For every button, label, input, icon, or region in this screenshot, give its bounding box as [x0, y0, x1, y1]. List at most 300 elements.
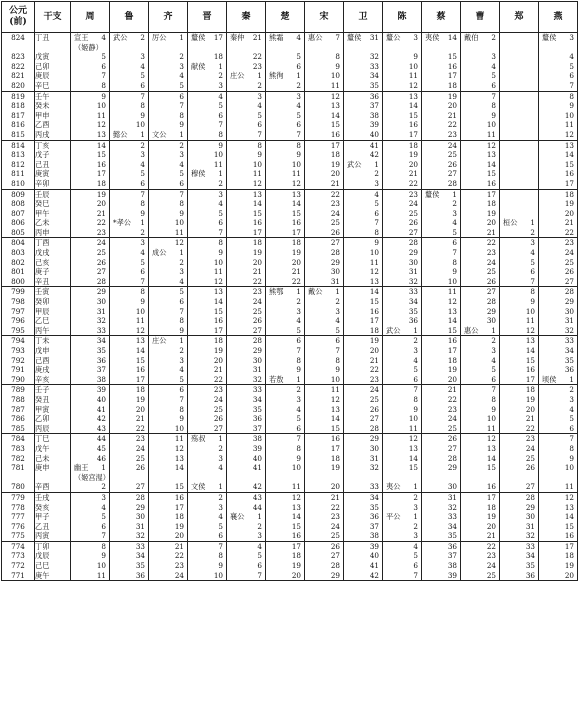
- reign-year: 29: [330, 570, 340, 580]
- entry-line: [110, 199, 148, 209]
- entry-line: [422, 160, 460, 170]
- reign-year: 29: [408, 248, 418, 258]
- entry-line: [539, 482, 577, 492]
- state-cell: [149, 336, 188, 385]
- entry-line: [71, 218, 109, 228]
- reign-year: 6: [179, 385, 184, 395]
- entry-line: [383, 52, 421, 62]
- reign-year: 21: [135, 414, 145, 424]
- entry-line: [539, 111, 577, 121]
- reign-year: 8: [179, 404, 184, 414]
- reign-year: 11: [447, 287, 457, 297]
- reign-year: 9: [179, 414, 184, 424]
- state-cell: [539, 385, 578, 434]
- ganzhi-value: 丙辰: [35, 423, 50, 433]
- entry-line: [383, 62, 421, 72]
- reign-year: 9: [296, 453, 301, 463]
- reign-year: 22: [213, 374, 223, 384]
- reign-year: 28: [330, 561, 340, 571]
- reign-year: 2: [179, 52, 184, 62]
- reign-year: 9: [491, 110, 496, 120]
- reign-year: 4: [374, 189, 379, 199]
- reign-year: 6: [296, 120, 301, 130]
- reign-year: 8: [569, 443, 574, 453]
- reign-year: 4: [140, 248, 145, 258]
- entry-line: [149, 346, 187, 356]
- reign-year: 25: [447, 150, 457, 160]
- entry-line: [266, 531, 304, 541]
- reign-year: 27: [96, 267, 106, 277]
- entry-line: [71, 228, 109, 238]
- entry-line: [383, 522, 421, 532]
- reign-year: 4: [491, 355, 496, 365]
- entry-line: [422, 297, 460, 307]
- reign-year: 10: [213, 150, 223, 160]
- entry-line: [461, 395, 499, 405]
- reign-year: 13: [408, 91, 418, 101]
- reign-year: 20: [486, 218, 496, 228]
- header-chu: 楚: [266, 2, 305, 33]
- reign-year: 23: [252, 61, 262, 71]
- entry-line: [383, 571, 421, 581]
- entry-line: [266, 228, 304, 238]
- entry-line: [500, 52, 538, 62]
- year-value: 783: [11, 443, 25, 453]
- reign-year: 6: [218, 218, 223, 228]
- reign-year: 8: [491, 101, 496, 111]
- entry-line: [149, 287, 187, 297]
- reign-year: 26: [408, 218, 418, 228]
- state-cell: [539, 434, 578, 493]
- year-value: 813: [11, 150, 25, 160]
- reign-year: 11: [564, 120, 574, 130]
- state-cell: [539, 91, 578, 140]
- state-cell: [461, 541, 500, 580]
- group-row: [2, 238, 578, 287]
- entry-line: [188, 405, 226, 415]
- reign-year: 25: [330, 531, 340, 541]
- reign-year: 5: [179, 287, 184, 297]
- year-value: 817: [11, 110, 25, 120]
- reign-year: 21: [447, 385, 457, 395]
- entry-line: [344, 473, 382, 483]
- state-cell: [110, 33, 149, 92]
- reign-year: 4: [530, 248, 535, 258]
- reign-year: 11: [213, 267, 223, 277]
- entry-line: [383, 424, 421, 434]
- year-value: 824: [11, 33, 25, 42]
- state-cell: [149, 33, 188, 92]
- entry-line: [305, 111, 343, 121]
- reign-year: 22: [564, 227, 574, 237]
- entry-line: [110, 375, 148, 385]
- entry-line: [305, 130, 343, 140]
- reign-year: 2: [569, 385, 574, 395]
- entry-line: [188, 120, 226, 130]
- entry-line: [227, 522, 265, 532]
- state-cell: [305, 238, 344, 287]
- reign-year: 16: [135, 365, 145, 375]
- entry-line: [227, 101, 265, 111]
- year-value: 806: [11, 218, 25, 228]
- reign-year: 23: [369, 374, 379, 384]
- entry-line: [344, 571, 382, 581]
- entry-line: [539, 395, 577, 405]
- entry-line: [500, 199, 538, 209]
- reign-year: 11: [486, 129, 496, 139]
- entry-line: [227, 169, 265, 179]
- entry-line: [461, 209, 499, 219]
- entry-line: [305, 307, 343, 317]
- state-cell: [500, 238, 539, 287]
- entry-line: [71, 561, 109, 571]
- reign-year: 14: [564, 512, 574, 522]
- reign-year: 10: [330, 374, 340, 384]
- entry-line: [500, 297, 538, 307]
- reign-year: 1: [218, 482, 223, 492]
- ruler-name: 夷侯: [425, 33, 440, 42]
- entry-line: [344, 414, 382, 424]
- group-row: [2, 336, 578, 385]
- entry-line: [422, 120, 460, 130]
- entry-line: [344, 43, 382, 53]
- reign-year: 21: [174, 541, 184, 551]
- reign-year: 7: [296, 129, 301, 139]
- reign-year: 13: [291, 502, 301, 512]
- reign-year: 3: [179, 61, 184, 71]
- reign-year: 24: [330, 208, 340, 218]
- entry-line: [71, 258, 109, 268]
- ganzhi-value: 辛卯: [35, 178, 50, 188]
- entry-line: [344, 81, 382, 91]
- entry-line: [71, 277, 109, 287]
- reign-year: 5: [296, 52, 301, 62]
- reign-year: 3: [374, 178, 379, 188]
- entry-line: [305, 297, 343, 307]
- reign-year: 27: [252, 325, 262, 335]
- entry-line: [500, 179, 538, 189]
- entry-line: [383, 71, 421, 81]
- entry-line: [422, 493, 460, 503]
- entry-line: [500, 365, 538, 375]
- year-value: 808: [11, 199, 25, 209]
- entry-line: [188, 493, 226, 503]
- reign-year: 2: [257, 521, 262, 531]
- entry-line: [266, 375, 304, 385]
- reign-year: 2: [491, 336, 496, 346]
- ganzhi-value: 乙未: [35, 218, 50, 228]
- reign-year: 7: [140, 91, 145, 101]
- reign-year: 22: [408, 178, 418, 188]
- entry-line: [344, 326, 382, 336]
- reign-year: 36: [252, 414, 262, 424]
- reign-year: 23: [525, 434, 535, 444]
- reign-year: 25: [447, 423, 457, 433]
- ganzhi-value: 戊辰: [35, 551, 50, 561]
- reign-year: 6: [140, 267, 145, 277]
- state-cell: [71, 385, 110, 434]
- entry-line: [266, 434, 304, 444]
- reign-year: 20: [486, 521, 496, 531]
- entry-line: [266, 209, 304, 219]
- reign-year: 28: [447, 178, 457, 188]
- reign-year: 38: [252, 434, 262, 444]
- reign-year: 14: [408, 101, 418, 111]
- reign-year: 7: [335, 33, 340, 42]
- reign-year: 9: [101, 551, 106, 561]
- entry-line: [71, 52, 109, 62]
- ruler-name: 顷侯: [542, 374, 557, 384]
- entry-line: [500, 375, 538, 385]
- entry-line: [344, 141, 382, 151]
- entry-line: [71, 141, 109, 151]
- reign-year: 4: [257, 101, 262, 111]
- state-cell: [383, 33, 422, 92]
- entry-line: [305, 277, 343, 287]
- reign-year: 21: [252, 267, 262, 277]
- entry-line: [500, 218, 538, 228]
- reign-year: 35: [408, 306, 418, 316]
- state-cell: [227, 189, 266, 238]
- reign-year: 17: [330, 443, 340, 453]
- reign-year: 35: [369, 80, 379, 90]
- entry-line: [383, 444, 421, 454]
- reign-year: 18: [291, 238, 301, 248]
- reign-year: 26: [252, 316, 262, 326]
- state-cell: [149, 91, 188, 140]
- reign-year: 15: [408, 463, 418, 473]
- reign-year: 45: [96, 443, 106, 453]
- reign-year: 10: [291, 463, 301, 473]
- entry-line: [344, 395, 382, 405]
- year-value: 794: [11, 336, 25, 346]
- reign-year: 10: [330, 71, 340, 81]
- entry-line: [461, 258, 499, 268]
- reign-year: 23: [486, 248, 496, 258]
- entry-line: [539, 346, 577, 356]
- state-cell: [383, 287, 422, 336]
- reign-year: 11: [135, 316, 145, 326]
- year-value: [2, 473, 34, 483]
- entry-line: [71, 542, 109, 552]
- reign-year: 20: [447, 374, 457, 384]
- entry-line: [227, 43, 265, 53]
- reign-year: 6: [257, 120, 262, 130]
- entry-line: [188, 33, 226, 43]
- reign-year: 9: [413, 52, 418, 62]
- ganzhi-cell: [35, 33, 71, 92]
- entry-line: [110, 160, 148, 170]
- entry-line: [500, 130, 538, 140]
- reign-year: 8: [335, 355, 340, 365]
- entry-line: [149, 92, 187, 102]
- entry-line: [110, 218, 148, 228]
- reign-year: 14: [174, 463, 184, 473]
- entry-line: [266, 120, 304, 130]
- state-cell: [110, 140, 149, 189]
- reign-year: 14: [486, 453, 496, 463]
- reign-year: 12: [135, 325, 145, 335]
- reign-year: 28: [486, 297, 496, 307]
- entry-line: [110, 571, 148, 581]
- reign-year: 3: [257, 91, 262, 101]
- entry-line: [461, 414, 499, 424]
- entry-line: [149, 101, 187, 111]
- state-cell: [539, 33, 578, 92]
- state-cell: [422, 140, 461, 189]
- entry-line: [383, 209, 421, 219]
- reign-year: 12: [291, 178, 301, 188]
- entry-line: [383, 307, 421, 317]
- entry-line: [305, 512, 343, 522]
- entry-line: [344, 297, 382, 307]
- reign-year: 18: [564, 189, 574, 199]
- state-cell: [305, 91, 344, 140]
- entry-line: [149, 307, 187, 317]
- state-cell: [149, 238, 188, 287]
- entry-line: [227, 62, 265, 72]
- reign-year: 20: [525, 404, 535, 414]
- reign-year: 11: [252, 169, 262, 179]
- state-cell: [149, 541, 188, 580]
- entry-line: [461, 522, 499, 532]
- reign-year: 3: [101, 492, 106, 502]
- year-value: 779: [11, 492, 25, 502]
- entry-line: [344, 522, 382, 532]
- reign-year: 37: [252, 423, 262, 433]
- state-cell: [266, 385, 305, 434]
- entry-line: [305, 71, 343, 81]
- entry-line: [461, 326, 499, 336]
- reign-year: 12: [486, 434, 496, 444]
- ruler-name: 秦仲: [230, 33, 245, 42]
- reign-year: 6: [335, 336, 340, 346]
- reign-year: 8: [140, 101, 145, 111]
- entry-line: [422, 482, 460, 492]
- reign-year: 3: [452, 208, 457, 218]
- reign-year: 24: [96, 238, 106, 248]
- entry-line: [461, 307, 499, 317]
- reign-year: 22: [252, 52, 262, 62]
- reign-year: 7: [374, 218, 379, 228]
- ganzhi-value: 丙申: [35, 227, 50, 237]
- reign-year: 10: [408, 61, 418, 71]
- reign-year: 5: [413, 551, 418, 561]
- entry-line: [383, 111, 421, 121]
- reign-year: 14: [291, 512, 301, 522]
- entry-line: [149, 160, 187, 170]
- entry-line: [266, 92, 304, 102]
- state-cell: [500, 33, 539, 92]
- state-cell: [461, 287, 500, 336]
- reign-year: 7: [140, 189, 145, 199]
- year-value: 790: [11, 374, 25, 384]
- reign-year: 1: [296, 374, 301, 384]
- entry-line: [305, 52, 343, 62]
- entry-line: [344, 531, 382, 541]
- entry-line: [110, 454, 148, 464]
- reign-year: 28: [525, 492, 535, 502]
- ganzhi-value: 丁酉: [35, 238, 50, 248]
- reign-year: 15: [330, 120, 340, 130]
- entry-line: [188, 375, 226, 385]
- entry-line: [305, 199, 343, 209]
- entry-line: [266, 62, 304, 72]
- entry-line: [344, 277, 382, 287]
- year-cell: [2, 287, 35, 336]
- year-value: 775: [11, 531, 25, 541]
- entry-line: [110, 385, 148, 395]
- reign-year: 34: [369, 492, 379, 502]
- reign-year: 2: [413, 521, 418, 531]
- entry-line: [383, 395, 421, 405]
- reign-year: 9: [218, 248, 223, 258]
- entry-line: [539, 218, 577, 228]
- entry-line: [188, 43, 226, 53]
- entry-line: [266, 71, 304, 81]
- state-cell: [227, 385, 266, 434]
- reign-year: 24: [330, 521, 340, 531]
- entry-line: [149, 551, 187, 561]
- reign-year: 40: [369, 551, 379, 561]
- entry-line: [149, 179, 187, 189]
- entry-line: [149, 238, 187, 248]
- reign-year: 12: [486, 140, 496, 150]
- reign-year: 36: [369, 91, 379, 101]
- reign-year: 12: [213, 276, 223, 286]
- entry-line: [227, 287, 265, 297]
- reign-year: 22: [291, 276, 301, 286]
- reign-year: 10: [486, 414, 496, 424]
- reign-year: 22: [330, 502, 340, 512]
- reign-year: 28: [330, 248, 340, 258]
- entry-line: [500, 287, 538, 297]
- reign-year: 22: [252, 276, 262, 286]
- entry-line: [110, 365, 148, 375]
- entry-line: [422, 463, 460, 473]
- entry-line: [110, 141, 148, 151]
- reign-year: 4: [218, 199, 223, 209]
- entry-line: [110, 120, 148, 130]
- ruler-name: 武公: [113, 33, 128, 42]
- entry-line: [71, 209, 109, 219]
- entry-line: [110, 316, 148, 326]
- entry-line: [227, 482, 265, 492]
- entry-line: [110, 71, 148, 81]
- reign-year: 7: [218, 541, 223, 551]
- reign-year: 8: [179, 316, 184, 326]
- reign-year: 27: [330, 238, 340, 248]
- reign-year: 21: [525, 414, 535, 424]
- entry-line: [227, 238, 265, 248]
- entry-line: [344, 160, 382, 170]
- reign-year: 19: [525, 394, 535, 404]
- reign-year: 31: [369, 453, 379, 463]
- ruler-name: 平公: [386, 512, 401, 522]
- reign-year: 9: [413, 404, 418, 414]
- entry-line: [539, 454, 577, 464]
- state-cell: [422, 385, 461, 434]
- reign-year: 29: [369, 434, 379, 444]
- entry-line: [383, 92, 421, 102]
- ganzhi-cell: [35, 541, 71, 580]
- reign-year: 25: [135, 453, 145, 463]
- reign-year: 35: [564, 355, 574, 365]
- ganzhi-value: 辛巳: [35, 80, 50, 90]
- header-chen: 陈: [383, 2, 422, 33]
- entry-line: [266, 405, 304, 415]
- ganzhi-value: 己亥: [35, 257, 50, 267]
